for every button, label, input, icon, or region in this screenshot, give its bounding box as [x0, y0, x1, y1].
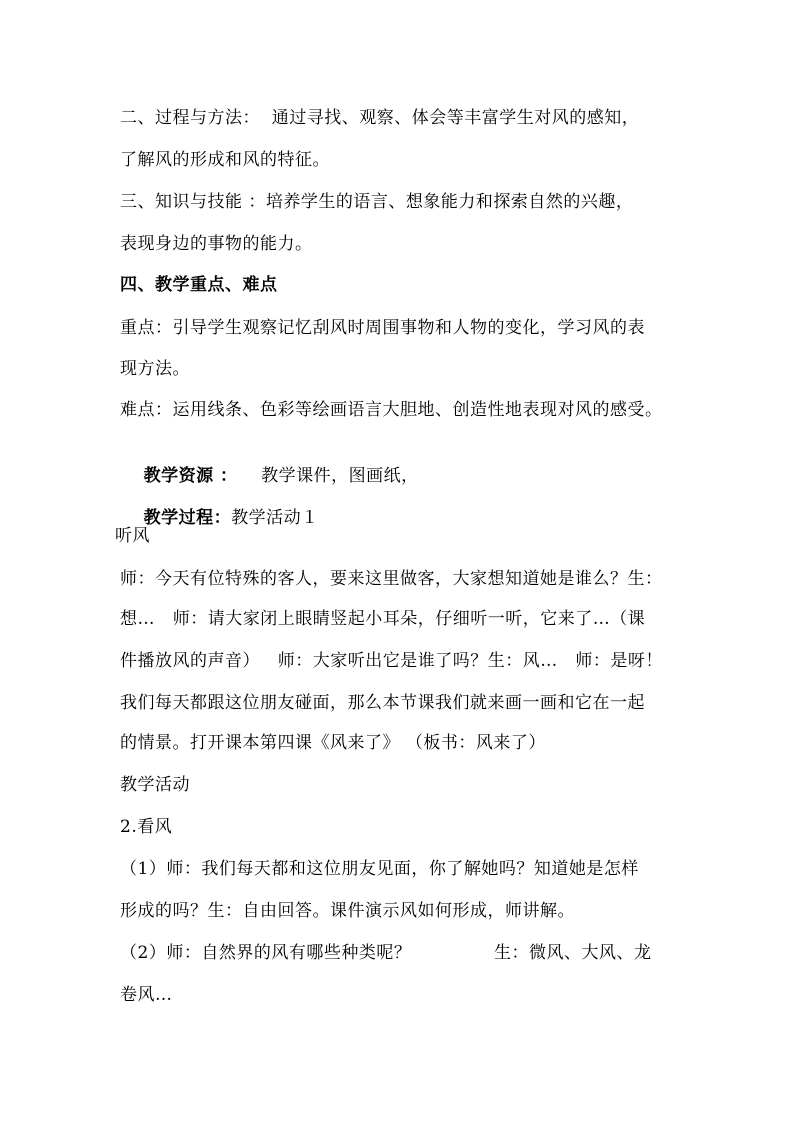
teaching-process-value: 教学活动１	[231, 508, 319, 528]
text-line: 现方法。	[120, 359, 190, 379]
text-line: 了解风的形成和风的特征。	[120, 150, 330, 170]
text-line: 难点：运用线条、色彩等绘画语言大胆地、创造性地表现对风的感受。	[120, 400, 663, 420]
teaching-resources-label: 教学资源 ：	[143, 466, 238, 486]
text-line: （2）师：自然界的风有哪些种类呢？ 生：微风、大风、龙	[120, 943, 652, 963]
text-line: 听风	[115, 526, 150, 546]
text-line: 我们每天都跟这位朋友碰面，那么本节课我们就来画一画和它在一起	[120, 693, 645, 713]
text-line: 想… 师：请大家闭上眼睛竖起小耳朵，仔细听一听，它来了…（课	[120, 609, 646, 629]
text-line: 二、过程与方法： 通过寻找、观察、体会等丰富学生对风的感知，	[120, 108, 640, 128]
teaching-process-label: 教学过程：	[143, 508, 232, 528]
text-line: 卷风…	[120, 985, 173, 1005]
text-line: 表现身边的事物的能力。	[120, 234, 313, 254]
teaching-resources-value: 教学课件，图画纸，	[237, 466, 419, 486]
text-line: 的情景。打开课本第四课《风来了》 （板书：风来了）	[120, 733, 546, 753]
text-line: 教学活动	[120, 775, 190, 795]
text-line: 三、知识与技能 ：培养学生的语言、想象能力和探索自然的兴趣，	[120, 192, 634, 212]
text-line: 形成的吗？生：自由回答。课件演示风如何形成，师讲解。	[120, 901, 575, 921]
text-line: （1）师：我们每天都和这位朋友见面，你了解她吗？知道她是怎样	[120, 859, 639, 879]
section-heading: 四、教学重点、难点	[120, 275, 278, 295]
text-line: 2.看风	[120, 817, 173, 837]
text-line: 师：今天有位特殊的客人，要来这里做客，大家想知道她是谁么？生：	[120, 569, 663, 589]
text-line: 件播放风的声音） 师：大家听出它是谁了吗？生：风… 师：是呀！	[120, 651, 663, 671]
text-line: 重点：引导学生观察记忆刮风时周围事物和人物的变化，学习风的表	[120, 318, 645, 338]
